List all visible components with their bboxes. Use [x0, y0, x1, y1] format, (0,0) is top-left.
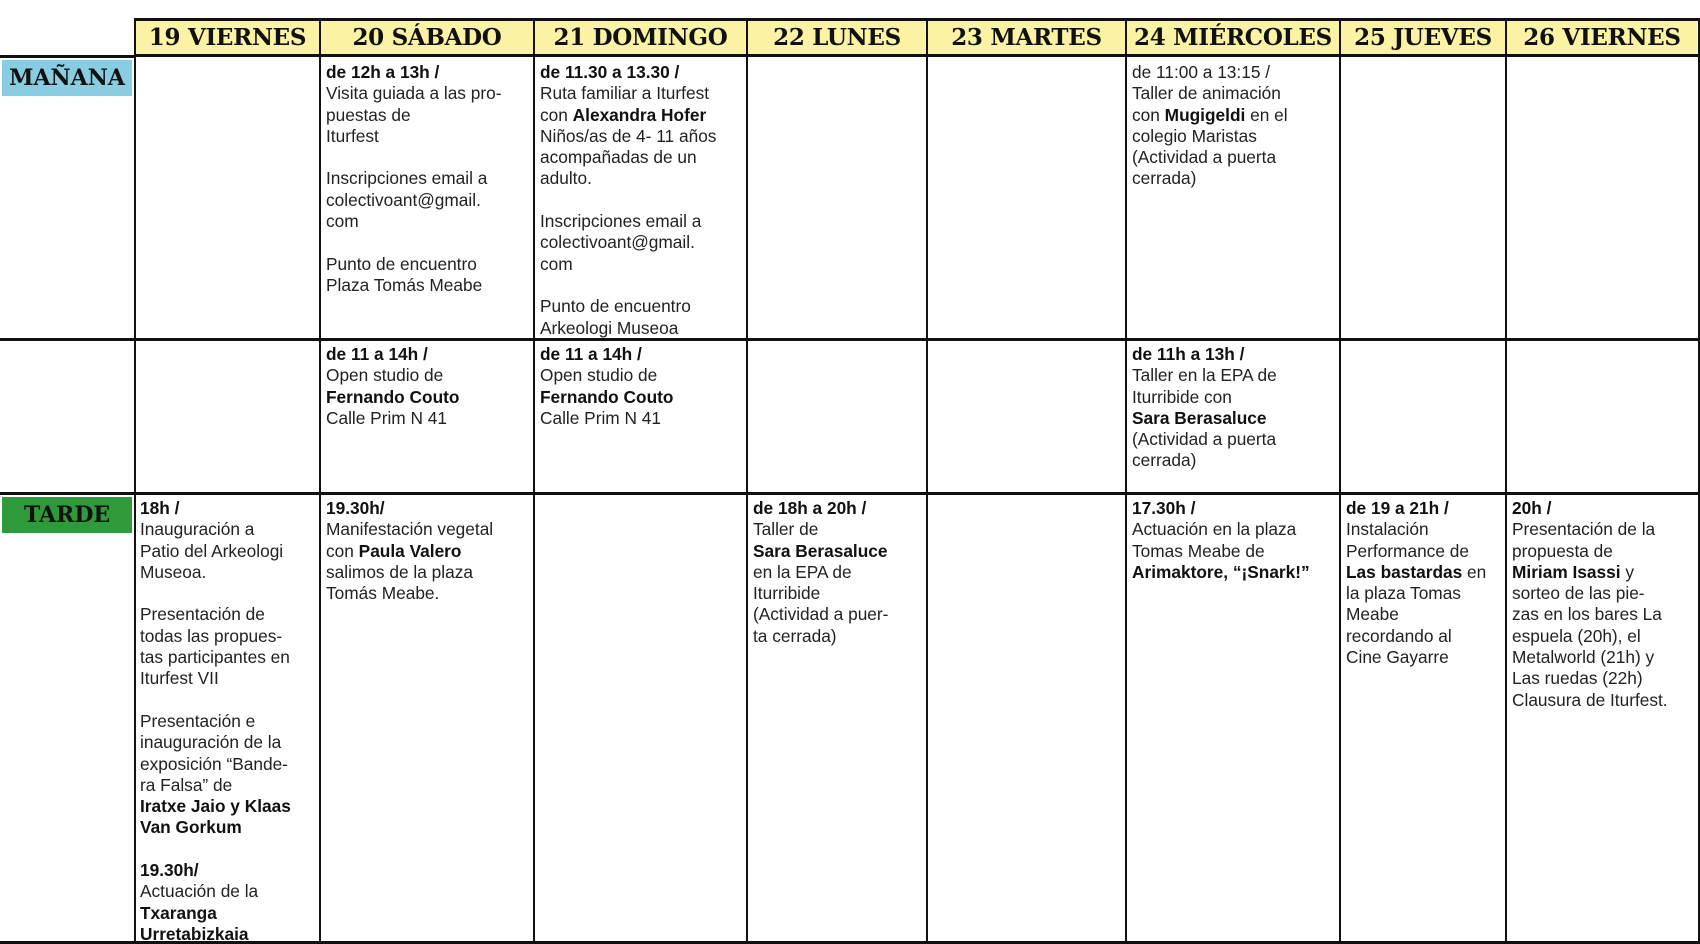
event-text: Open studio de: [326, 365, 444, 386]
grid-line: [1505, 20, 1507, 944]
grid-line: [533, 20, 535, 944]
event-time: de 11 a 14h /: [540, 344, 642, 364]
artist-name: Sara Berasaluce: [1132, 407, 1267, 428]
event-sabado-manana-1: [326, 62, 531, 338]
event-domingo-manana-2: [540, 344, 745, 492]
event-time: 19.30h/: [326, 498, 385, 518]
event-text: de 11:00 a 13:15 / Taller de animación con: [1132, 62, 1281, 125]
artist-name: Fernando Couto: [540, 386, 674, 407]
grid-line: [134, 20, 136, 944]
event-text: Manifestación vegetal con: [326, 519, 494, 561]
event-text: Taller en la EPA de Iturribide con: [1132, 365, 1277, 407]
grid-line: [746, 20, 748, 944]
day-header: 24 MIÉRCOLES: [1127, 21, 1339, 54]
event-text: Actuación en la plaza Tomas Meabe de: [1132, 519, 1297, 561]
event-text: Taller de: [753, 519, 819, 540]
event-text: salimos de la plaza Tomás Meabe.: [326, 561, 473, 604]
row-label-tarde: TARDE: [2, 497, 132, 533]
artist-name: Mugigeldi: [1164, 104, 1246, 125]
day-header: 22 LUNES: [748, 21, 926, 54]
row-label-manana: MAÑANA: [2, 60, 132, 96]
grid-line: [319, 20, 321, 944]
event-time: 17.30h /: [1132, 498, 1196, 518]
day-header: 21 DOMINGO: [535, 21, 746, 54]
grid-line: [0, 55, 134, 58]
event-text: Niños/as de 4- 11 años acompañadas de un adulto. Inscripciones email a colectivoant@gmail. com Punto de encuentro Arkeologi Museoa: [540, 125, 717, 338]
event-text: Calle Prim N 41: [326, 407, 448, 428]
grid-line: [0, 338, 1700, 341]
event-time: de 11h a 13h /: [1132, 344, 1245, 364]
artist-name: Paula Valero: [358, 540, 462, 561]
event-text: y sorteo de las pie- zas en los bares La espuela (20h), el Metalworld (21h) y Las ruedas (22h) Clausura de Iturfest.: [1512, 561, 1668, 710]
event-sabado-manana-2: [326, 344, 531, 492]
grid-line: [134, 18, 1700, 21]
event-text: Ruta familiar a Iturfest con: [540, 83, 710, 125]
day-header: 20 SÁBADO: [321, 21, 533, 54]
event-text: Actuación de la: [140, 881, 259, 902]
artist-name: Sara Berasaluce: [753, 540, 888, 561]
artist-name: Alexandra Hofer: [572, 104, 707, 125]
grid-line: [134, 54, 1700, 57]
event-text: Open studio de: [540, 365, 658, 386]
event-lunes-tarde: [753, 498, 925, 938]
event-time: de 12h a 13h /: [326, 62, 440, 82]
event-text: Presentación de la propuesta de: [1512, 519, 1656, 561]
event-text: Visita guiada a las pro- puestas de Iturfest Inscripciones email a colectivoant@gmail. com Punto de encuentro Plaza Tomás Meabe: [326, 83, 502, 295]
day-header: 25 JUEVES: [1341, 21, 1505, 54]
event-miercoles-tarde: [1132, 498, 1337, 938]
event-time: de 19 a 21h /: [1346, 498, 1449, 518]
event-time: de 11.30 a 13.30 /: [540, 62, 680, 82]
day-header: 19 VIERNES: [136, 21, 319, 54]
event-jueves-tarde: [1346, 498, 1504, 938]
event-time: 18h /: [140, 498, 180, 518]
artist-name: Iratxe Jaio y Klaas Van Gorkum: [140, 796, 291, 838]
event-miercoles-manana-2: [1132, 344, 1337, 492]
event-sabado-tarde: [326, 498, 531, 938]
artist-name: Miriam Isassi: [1512, 561, 1621, 582]
artist-name: Txaranga Urretabizkaia: [140, 902, 249, 942]
event-viernes-tarde: [140, 498, 318, 942]
artist-name: Fernando Couto: [326, 386, 460, 407]
artist-name: Arimaktore, “¡Snark!”: [1132, 561, 1310, 582]
event-viernes26-tarde: [1512, 498, 1698, 938]
day-header: 23 MARTES: [928, 21, 1125, 54]
grid-line: [1339, 20, 1341, 944]
event-text: (Actividad a puerta cerrada): [1132, 429, 1277, 471]
grid-line: [0, 492, 1700, 495]
event-text: en la plaza Tomas Meabe recordando al Cine Gayarre: [1346, 561, 1487, 668]
day-header: 26 VIERNES: [1507, 21, 1697, 54]
grid-line: [1125, 20, 1127, 944]
event-text: Calle Prim N 41: [540, 407, 662, 428]
event-domingo-manana-1: [540, 62, 745, 338]
event-text: en la EPA de Iturribide (Actividad a puer- ta cerrada): [753, 561, 889, 646]
event-text: Instalación Performance de: [1346, 519, 1469, 561]
artist-name: Las bastardas: [1346, 561, 1463, 582]
event-miercoles-manana-1: [1132, 62, 1337, 338]
event-time: de 18h a 20h /: [753, 498, 867, 518]
grid-line: [926, 20, 928, 944]
event-time: 19.30h/: [140, 860, 199, 881]
event-time: de 11 a 14h /: [326, 344, 428, 364]
event-text: en el colegio Maristas (Actividad a puerta cerrada): [1132, 104, 1288, 189]
event-text: Inauguración a Patio del Arkeologi Museoa. Presentación de todas las propues- tas participantes en Iturfest VII Presentación e inauguración de la exposición “Bande- ra Falsa” de: [140, 519, 290, 795]
event-time: 20h /: [1512, 498, 1552, 518]
